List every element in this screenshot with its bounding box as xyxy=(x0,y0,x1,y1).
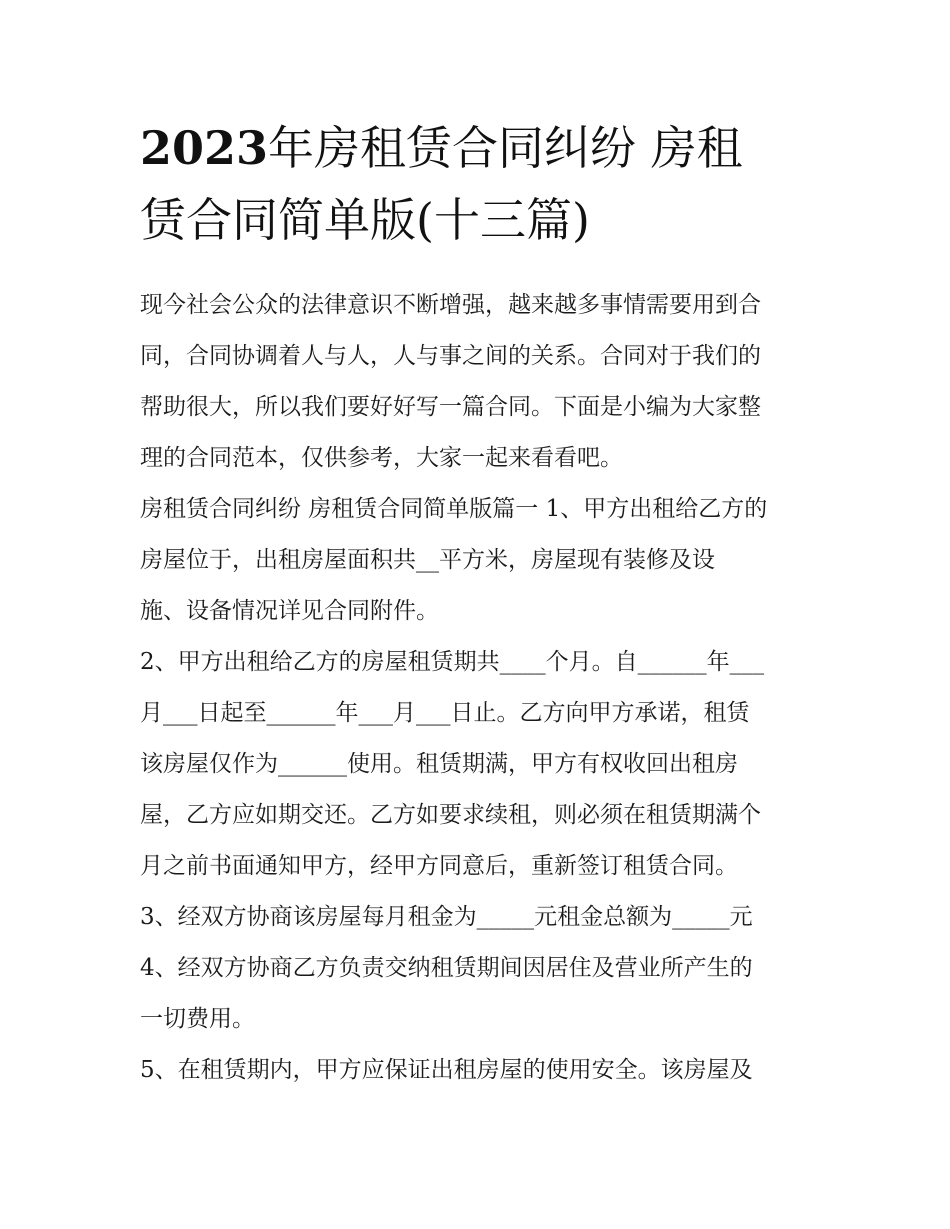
body-line: 理的合同范本，仅供参考，大家一起来看看吧。 xyxy=(140,445,623,471)
document-title xyxy=(140,112,820,256)
title-line-2-text: 赁合同简单版(十三篇) xyxy=(140,193,590,247)
body-line: 3、经双方协商该房屋每月租金为_____元租金总额为_____元 xyxy=(140,904,753,930)
body-line: 施、设备情况详见合同附件。 xyxy=(140,598,439,624)
body-line: 同，合同协调着人与人，人与事之间的关系。合同对于我们的 xyxy=(140,343,761,369)
title-year: 2023 xyxy=(140,121,269,175)
body-line: 5、在租赁期内，甲方应保证出租房屋的使用安全。该房屋及 xyxy=(140,1057,753,1083)
body-line: 2、甲方出租给乙方的房屋租赁期共____个月。自______年___ xyxy=(140,649,765,675)
body-line: 月之前书面通知甲方，经甲方同意后，重新签订租赁合同。 xyxy=(140,853,738,879)
body-line: 房屋位于，出租房屋面积共__平方米，房屋现有装修及设 xyxy=(140,547,715,573)
body-line: 屋，乙方应如期交还。乙方如要求续租，则必须在租赁期满个 xyxy=(140,802,761,828)
document-body xyxy=(140,280,815,1096)
body-line: 一切费用。 xyxy=(140,1006,255,1032)
body-line: 4、经双方协商乙方负责交纳租赁期间因居住及营业所产生的 xyxy=(140,955,753,981)
body-line: 房租赁合同纠纷 房租赁合同简单版篇一 1、甲方出租给乙方的 xyxy=(140,496,768,522)
title-line-1-text: 年房租赁合同纠纷 房租 xyxy=(268,121,743,175)
body-line: 月___日起至______年___月___日止。乙方向甲方承诺，租赁 xyxy=(140,700,750,726)
body-line: 现今社会公众的法律意识不断增强，越来越多事情需要用到合 xyxy=(140,292,761,318)
body-line: 帮助很大，所以我们要好好写一篇合同。下面是小编为大家整 xyxy=(140,394,761,420)
body-line: 该房屋仅作为______使用。租赁期满，甲方有权收回出租房 xyxy=(140,751,738,777)
